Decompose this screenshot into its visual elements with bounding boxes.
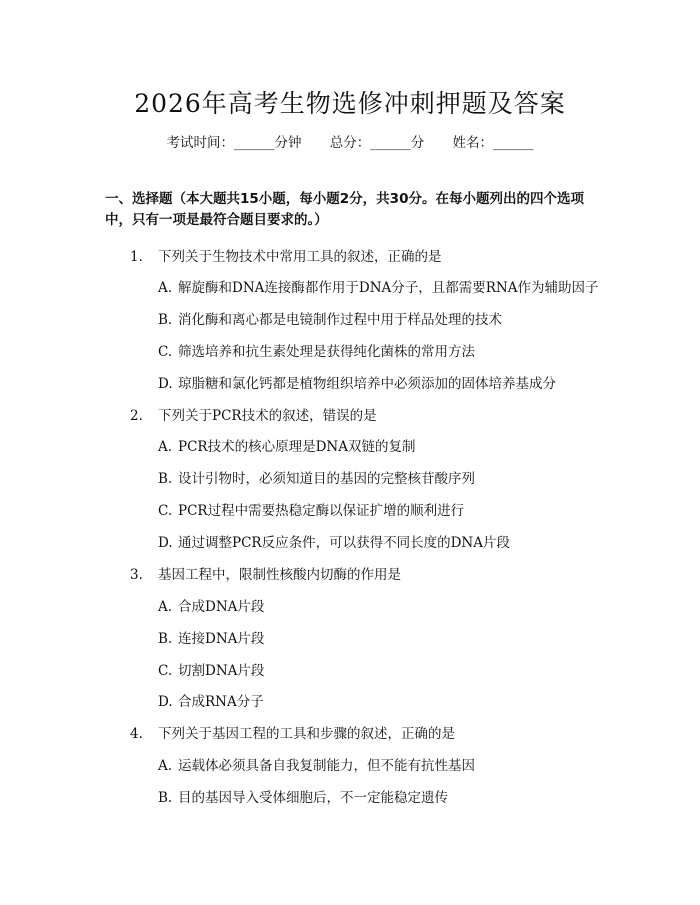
- option-b: [158, 308, 502, 328]
- question-number: 1.: [130, 249, 143, 265]
- page-title: 2026年高考生物选修冲刺押题及答案: [134, 89, 566, 118]
- option-letter: C.: [158, 503, 173, 519]
- question-stem: 下列关于生物技术中常用工具的叙述，正确的是: [158, 249, 442, 265]
- option-a: [158, 595, 264, 615]
- option-text: 解旋酶和DNA连接酶都作用于DNA分子，且都需要RNA作为辅助因子: [178, 280, 599, 296]
- option-text: 运载体必须具备自我复制能力，但不能有抗性基因: [178, 758, 475, 774]
- question-number: 4.: [130, 726, 143, 742]
- option-text: 切割DNA片段: [178, 663, 265, 679]
- section-heading: 一、选择题（本大题共15小题，每小题2分，共30分。在每小题列出的四个选项中，只有一项是最符合题目要求的。）: [105, 191, 584, 228]
- option-b: [158, 467, 475, 487]
- question-stem: 下列关于PCR技术的叙述，错误的是: [158, 408, 377, 424]
- option-letter: A.: [158, 758, 173, 774]
- option-text: PCR过程中需要热稳定酶以保证扩增的顺利进行: [178, 503, 465, 519]
- question: [130, 404, 377, 424]
- question-number: 3.: [130, 567, 143, 583]
- time-field: 考试时间：______分钟: [166, 135, 302, 151]
- option-letter: B.: [158, 471, 173, 487]
- option-c: [158, 340, 475, 360]
- option-letter: B.: [158, 631, 173, 647]
- name-field: 姓名：______: [452, 135, 534, 151]
- option-a: [158, 435, 415, 455]
- option-letter: C.: [158, 344, 173, 360]
- option-text: 合成DNA片段: [178, 599, 265, 615]
- option-text: 琼脂糖和氯化钙都是植物组织培养中必须添加的固体培养基成分: [178, 376, 556, 392]
- option-d: [158, 372, 556, 392]
- option-text: 设计引物时，必须知道目的基因的完整核苷酸序列: [178, 471, 475, 487]
- option-text: PCR技术的核心原理是DNA双链的复制: [178, 439, 416, 455]
- option-b: [158, 627, 264, 647]
- question: [130, 245, 442, 265]
- option-letter: D.: [158, 376, 173, 392]
- option-letter: A.: [158, 439, 173, 455]
- option-letter: B.: [158, 312, 173, 328]
- option-letter: D.: [158, 535, 173, 551]
- option-b: [158, 786, 448, 806]
- option-c: [158, 499, 464, 519]
- question: [130, 722, 455, 742]
- question-stem: 下列关于基因工程的工具和步骤的叙述，正确的是: [158, 726, 455, 742]
- question: [130, 563, 401, 583]
- option-text: 目的基因导入受体细胞后，不一定能稳定遗传: [178, 790, 448, 806]
- option-text: 合成RNA分子: [178, 694, 264, 710]
- option-text: 通过调整PCR反应条件，可以获得不同长度的DNA片段: [178, 535, 510, 551]
- option-letter: A.: [158, 280, 173, 296]
- exam-info: [0, 131, 700, 151]
- option-a: [158, 754, 475, 774]
- option-letter: C.: [158, 663, 173, 679]
- option-a: [158, 276, 599, 296]
- option-text: 连接DNA片段: [178, 631, 265, 647]
- option-text: 消化酶和离心都是电镜制作过程中用于样品处理的技术: [178, 312, 502, 328]
- option-c: [158, 659, 264, 679]
- option-d: [158, 531, 510, 551]
- question-number: 2.: [130, 408, 143, 424]
- score-field: 总分：______分: [329, 135, 425, 151]
- option-letter: B.: [158, 790, 173, 806]
- option-d: [158, 690, 264, 710]
- option-letter: D.: [158, 694, 173, 710]
- option-letter: A.: [158, 599, 173, 615]
- question-stem: 基因工程中，限制性核酸内切酶的作用是: [158, 567, 401, 583]
- option-text: 筛选培养和抗生素处理是获得纯化菌株的常用方法: [178, 344, 475, 360]
